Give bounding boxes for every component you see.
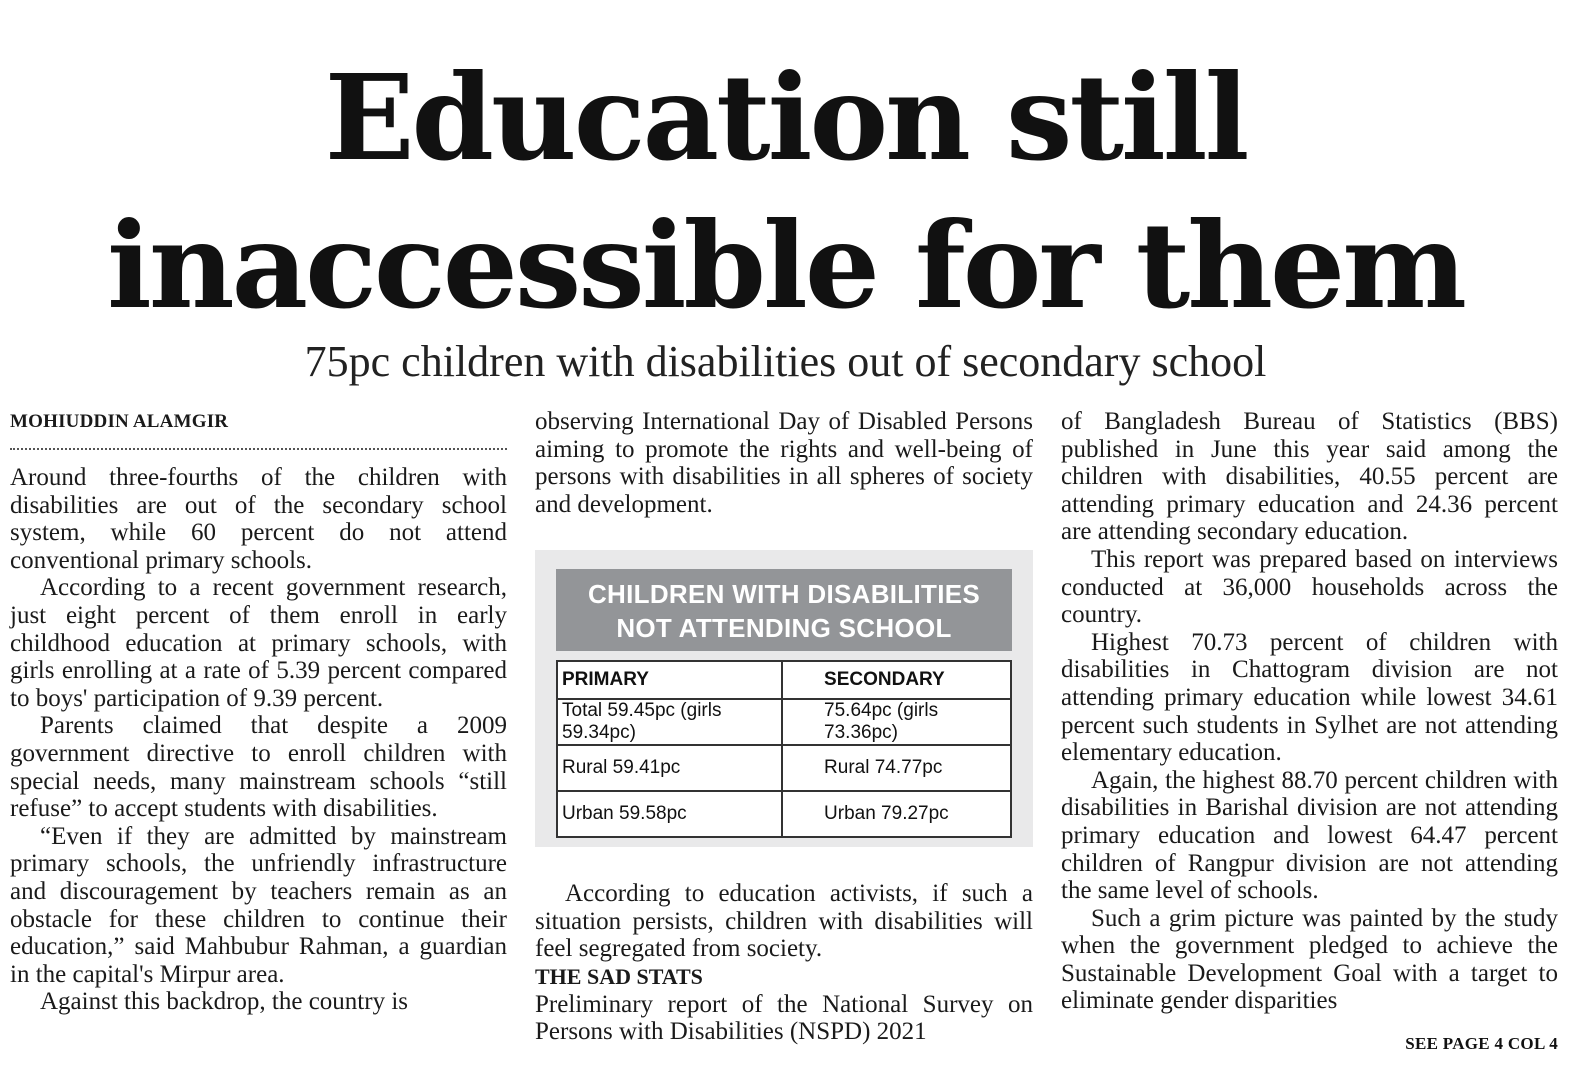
- paragraph: Against this backdrop, the country is: [40, 988, 408, 1016]
- paragraph: Again, the highest 88.70 percent children with disabilities in Barishal division are not attending primary education and lowest 64.47 percent children of Rangpur division are not attending the same level of schools.: [1061, 766, 1558, 905]
- cell-secondary: Urban 79.27pc: [782, 791, 1011, 837]
- cell-primary: Total 59.45pc (girls 59.34pc): [557, 699, 782, 745]
- cell-primary: Urban 59.58pc: [557, 791, 782, 837]
- byline: MOHIUDDIN ALAMGIR: [10, 408, 507, 450]
- article-column-3: [1061, 408, 1558, 1015]
- paragraph: This report was prepared based on interviews conducted at 36,000 households across the country.: [1061, 545, 1558, 629]
- paragraph: According to a recent government research, just eight percent of them enroll in early childhood education at primary schools, with girls enrolling at a rate of 5.39 percent compared to boys' participation of 9.39 percent.: [10, 574, 507, 712]
- stats-table: [556, 660, 1012, 838]
- paragraph: According to education activists, if such a situation persists, children with disabilities will feel segregated from society.: [535, 880, 1033, 963]
- table-row: [557, 699, 1011, 745]
- cell-secondary: Rural 74.77pc: [782, 745, 1011, 791]
- table-row: [557, 791, 1011, 837]
- table-row: [557, 745, 1011, 791]
- paragraph: Preliminary report of the National Survey on Persons with Disabilities (NSPD) 2021: [535, 990, 1033, 1046]
- article-column-2: [535, 408, 1033, 518]
- paragraph: Highest 70.73 percent of children with disabilities in Chattogram division are not attending primary education while lowest 34.61 percent such students in Sylhet are not attending elementary education.: [1061, 628, 1558, 767]
- cell-primary: Rural 59.41pc: [557, 745, 782, 791]
- jump-line: SEE PAGE 4 COL 4: [1405, 1034, 1558, 1053]
- header-secondary: SECONDARY: [782, 661, 1011, 699]
- section-subheading: THE SAD STATS: [535, 963, 703, 989]
- infobox-title-line-1: CHILDREN WITH DISABILITIES: [587, 579, 980, 609]
- cell-secondary: 75.64pc (girls 73.36pc): [782, 699, 1011, 745]
- paragraph: Such a grim picture was painted by the study when the government pledged to achieve the Sustainable Development Goal with a target to eliminate gender disparities: [1061, 904, 1558, 1015]
- article-column-1: [10, 408, 507, 1016]
- subheadline: 75pc children with disabilities out of secondary school: [304, 337, 1267, 386]
- paragraph: Parents claimed that despite a 2009 government directive to enroll children with special needs, many mainstream schools “still refuse” to accept students with disabilities.: [10, 712, 507, 823]
- table-header-row: [557, 661, 1011, 699]
- header-primary: PRIMARY: [557, 661, 782, 699]
- paragraph: Around three-fourths of the children with disabilities are out of the secondary school system, while 60 percent do not attend conventional primary schools.: [10, 464, 507, 574]
- infobox-title-line-2: NOT ATTENDING SCHOOL: [616, 613, 952, 643]
- paragraph: of Bangladesh Bureau of Statistics (BBS) published in June this year said among the children with disabilities, 40.55 percent are attending primary education and 24.36 percent are attending secondary education.: [1061, 408, 1558, 546]
- paragraph: “Even if they are admitted by mainstream primary schools, the unfriendly infrastructure and discouragement by teachers remain as an obstacle for these children to continue their education,” said Mahbubur Rahman, a guardian in the capital's Mirpur area.: [10, 822, 507, 988]
- infobox-title: [556, 569, 1012, 651]
- headline-line-2: inaccessible for them: [107, 196, 1464, 335]
- stats-infobox: [535, 550, 1033, 847]
- article-column-2-continued: [535, 880, 1033, 1046]
- headline-line-1: Education still: [324, 48, 1247, 187]
- paragraph: observing International Day of Disabled Persons aiming to promote the rights and well-being of persons with disabilities in all spheres of society and development.: [535, 408, 1033, 518]
